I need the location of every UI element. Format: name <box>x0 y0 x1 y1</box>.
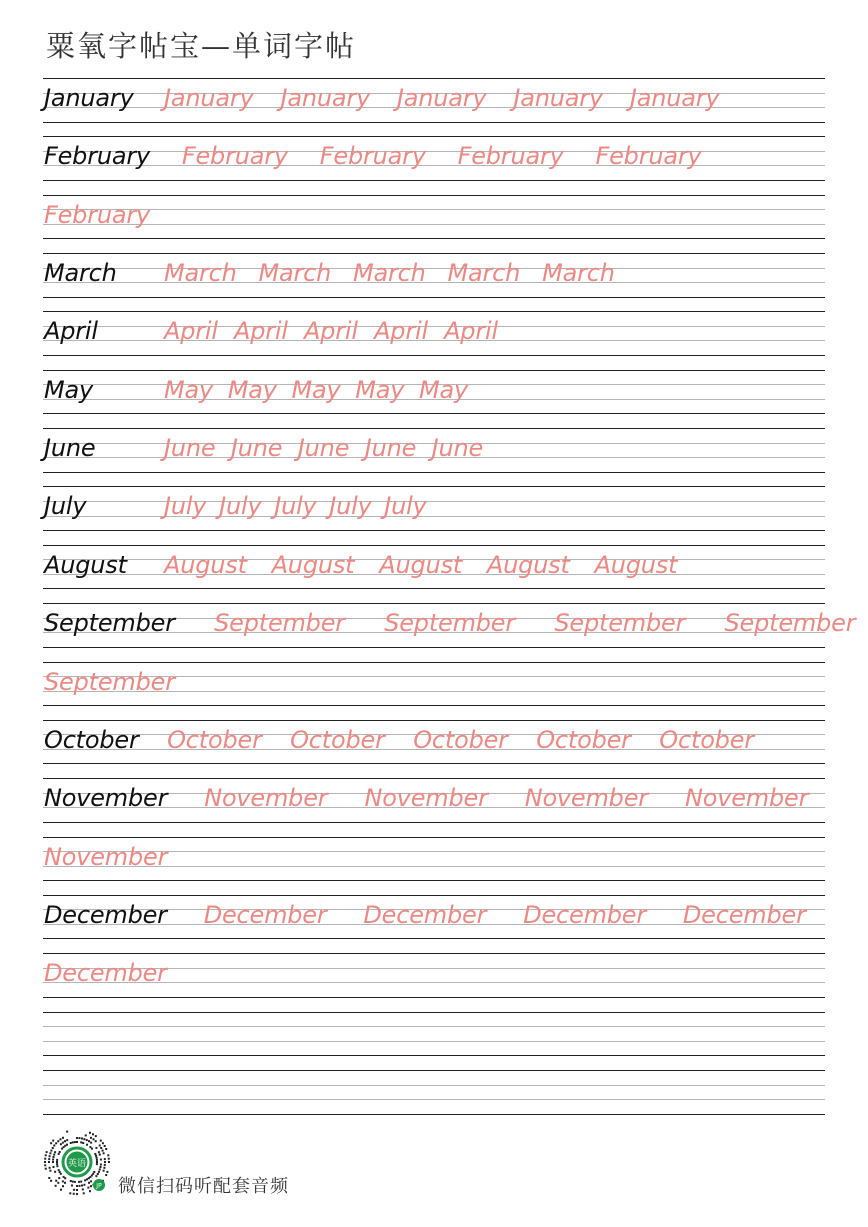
guide-line <box>43 516 825 517</box>
guide-line <box>43 720 825 721</box>
guide-line <box>43 1012 825 1013</box>
guide-line <box>43 545 825 546</box>
trace-word: March <box>258 259 332 288</box>
trace-word: May <box>291 375 341 404</box>
guide-line <box>43 705 825 706</box>
trace-word: September <box>214 609 345 638</box>
guide-line <box>43 413 825 414</box>
trace-word: March <box>542 259 615 288</box>
guide-line <box>43 151 825 152</box>
guide-line <box>43 297 825 298</box>
page-title: 粟氧字帖宝—单词字帖 <box>46 29 357 63</box>
trace-word: May <box>355 375 405 404</box>
model-word: March <box>44 259 117 288</box>
trace-word: October <box>659 725 754 754</box>
guide-line <box>43 778 825 779</box>
model-word: May <box>44 375 94 404</box>
trace-word: April <box>234 317 288 346</box>
model-word: June <box>44 434 96 463</box>
trace-word: September <box>724 609 856 638</box>
model-word: December <box>44 900 167 929</box>
guide-line <box>43 195 825 196</box>
trace-word: February <box>319 142 426 171</box>
trace-word: April <box>444 317 498 346</box>
trace-word: July <box>164 492 207 521</box>
guide-line <box>43 340 825 341</box>
trace-word: June <box>297 434 350 463</box>
trace-word: October <box>536 725 631 754</box>
model-word: October <box>44 725 139 754</box>
trace-word: July <box>219 492 262 521</box>
trace-word: November <box>44 842 168 871</box>
trace-word: August <box>594 550 678 579</box>
guide-line <box>43 1114 825 1115</box>
trace-word: February <box>44 200 151 229</box>
trace-word: November <box>364 784 488 813</box>
trace-word: October <box>290 725 385 754</box>
trace-word: November <box>524 784 648 813</box>
guide-line <box>43 355 825 356</box>
guide-line <box>43 165 825 166</box>
trace-word: February <box>181 142 288 171</box>
trace-word: October <box>413 725 508 754</box>
trace-word: May <box>164 375 214 404</box>
trace-word: March <box>164 259 237 288</box>
guide-line <box>43 603 825 604</box>
guide-line <box>43 209 825 210</box>
guide-line <box>43 224 825 225</box>
trace-word: December <box>523 900 647 929</box>
trace-word: December <box>363 900 487 929</box>
guide-line <box>43 837 825 838</box>
trace-word: September <box>384 609 516 638</box>
guide-line <box>43 268 825 269</box>
trace-word: January <box>280 84 371 112</box>
trace-word: November <box>685 784 809 813</box>
trace-word: April <box>164 317 218 346</box>
trace-word: February <box>595 142 702 171</box>
trace-word: August <box>486 550 570 579</box>
guide-line <box>43 997 825 998</box>
trace-word: July <box>329 492 372 521</box>
trace-word: May <box>419 375 469 404</box>
guide-line <box>43 326 825 327</box>
guide-line <box>43 938 825 939</box>
trace-word: June <box>230 434 283 463</box>
guide-line <box>43 136 825 137</box>
trace-word: August <box>379 550 463 579</box>
trace-word: September <box>44 667 175 696</box>
trace-word: January <box>629 84 720 112</box>
trace-word: June <box>364 434 417 463</box>
guide-line <box>43 588 825 589</box>
guide-line <box>43 472 825 473</box>
guide-line <box>43 895 825 896</box>
guide-line <box>43 1085 825 1086</box>
trace-word: July <box>274 492 317 521</box>
model-word: July <box>44 492 87 521</box>
guide-line <box>43 662 825 663</box>
trace-word: February <box>457 142 564 171</box>
trace-word: January <box>513 84 603 112</box>
guide-line <box>43 1055 825 1056</box>
trace-word: August <box>164 550 247 579</box>
guide-line <box>43 311 825 312</box>
guide-line <box>43 253 825 254</box>
guide-line <box>43 530 825 531</box>
trace-word: March <box>353 259 426 288</box>
guide-line <box>43 501 825 502</box>
trace-word: January <box>396 84 487 112</box>
trace-word: June <box>431 434 484 463</box>
guide-line <box>43 1099 825 1100</box>
guide-line <box>43 370 825 371</box>
trace-word: April <box>374 317 428 346</box>
model-word: January <box>44 84 134 112</box>
guide-line <box>43 122 825 123</box>
guide-line <box>43 180 825 181</box>
qr-badge-sub: JP <box>96 1182 102 1190</box>
guide-line <box>43 1070 825 1071</box>
guide-line <box>43 238 825 239</box>
model-word: September <box>44 609 175 638</box>
trace-word: August <box>271 550 355 579</box>
trace-word: December <box>44 959 167 988</box>
guide-line <box>43 282 825 283</box>
guide-line <box>43 486 825 487</box>
model-word: August <box>44 550 127 579</box>
trace-word: April <box>304 317 358 346</box>
guide-line <box>43 763 825 764</box>
trace-word: September <box>554 609 686 638</box>
guide-line <box>43 822 825 823</box>
trace-word: December <box>203 900 327 929</box>
guide-line <box>43 428 825 429</box>
trace-word: December <box>682 900 806 929</box>
trace-word: May <box>227 375 277 404</box>
guide-line <box>43 78 825 79</box>
footer-caption: 微信扫码听配套音频 <box>118 1176 289 1197</box>
trace-word: October <box>167 725 262 754</box>
trace-word: March <box>447 259 521 288</box>
guide-line <box>43 953 825 954</box>
qr-code-icon <box>42 1128 112 1198</box>
model-word: April <box>44 317 98 346</box>
guide-line <box>43 647 825 648</box>
trace-word: July <box>384 492 427 521</box>
trace-word: November <box>204 784 328 813</box>
model-word: February <box>44 142 151 171</box>
trace-word: January <box>164 84 254 112</box>
guide-line <box>43 1041 825 1042</box>
qr-badge-text: 英语 <box>67 1159 87 1169</box>
guide-line <box>43 880 825 881</box>
trace-word: June <box>164 434 216 463</box>
guide-line <box>43 1026 825 1027</box>
model-word: November <box>44 784 168 813</box>
